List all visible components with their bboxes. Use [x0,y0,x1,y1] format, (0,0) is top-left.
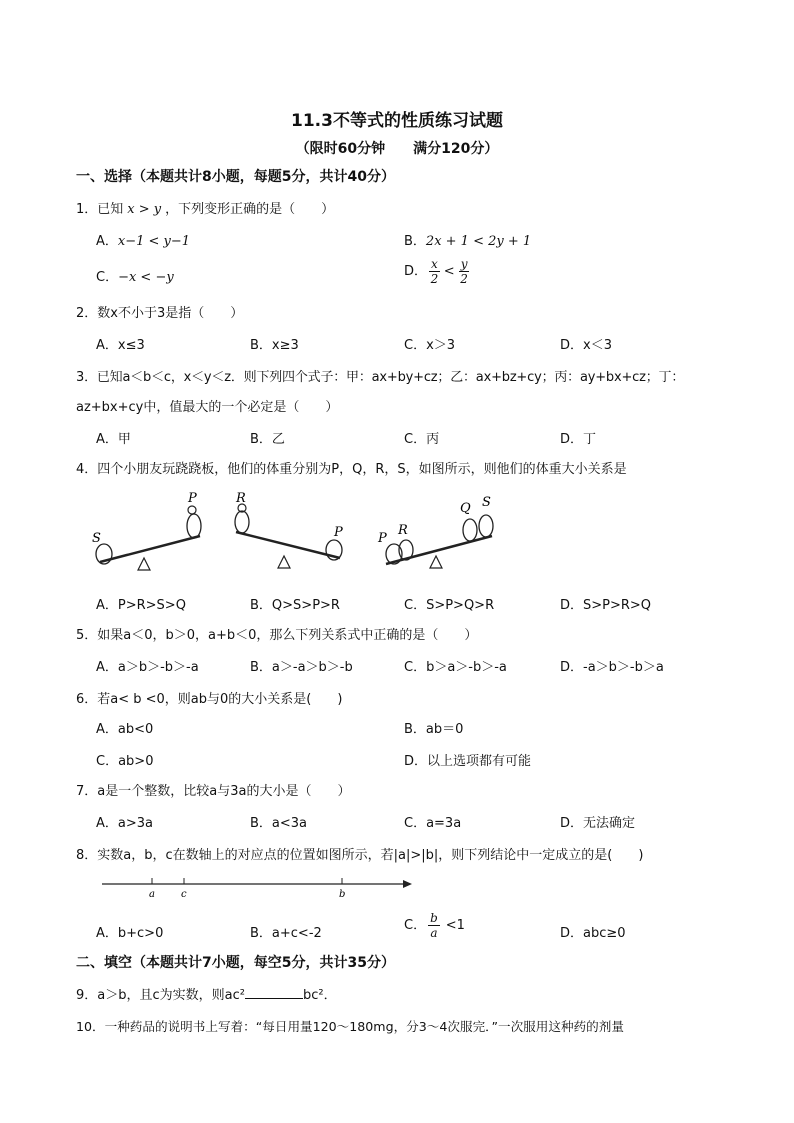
seesaw-figures [84,492,504,582]
number-line [98,872,418,900]
q2-option-d: D．x＜3 [560,338,612,353]
point-label-a: a [149,889,155,900]
point-label-c: c [181,889,187,900]
q2-option-a: A．x≤3 [96,338,145,353]
seesaw3-label-p: P [378,531,387,546]
page-subtitle: （限时60分钟 满分120分） [295,141,499,157]
seesaw-fulcrum [430,556,442,568]
q8-option-d: D．abc≥0 [560,926,626,941]
q1-option-d-frac-left [429,258,440,285]
q7-option-b: B．a<3a [250,816,308,831]
question-3-stem-line2: az+bx+cy中，值最大的一个必定是（ ） [76,400,339,415]
q3-option-b: B．乙 [250,432,285,447]
question-2-stem: 2．数x不小于3是指（ ） [76,306,244,321]
frac-numerator: x [431,257,438,271]
seesaw2-label-right: P [334,525,343,540]
q4-option-d: D．S>P>R>Q [560,598,652,613]
q8-option-c-label: C． [404,918,427,933]
number-line-arrow [403,880,412,888]
child-figure-r [235,511,249,533]
section-heading-fill: 二、填空（本题共计7小题，每空5分，共计35分） [76,955,395,971]
q8-option-b: B．a+c<-2 [250,926,322,941]
q4-option-a: A．P>R>S>Q [96,598,186,613]
seesaw-plank [100,536,200,562]
q1-option-c-expr: −x < −y [118,270,174,285]
q1-option-c-label: C． [96,270,119,285]
q1-option-b-label: B． [404,234,426,249]
q9-stem-head: 9．a＞b，且c为实数，则ac² [76,988,245,1003]
seesaw3-label-s: S [482,495,491,510]
q6-option-c: C．ab>0 [96,754,154,769]
frac-denominator: 2 [460,272,468,286]
child-figure-s3 [479,515,493,537]
q1-option-b [404,230,531,249]
point-label-b: b [339,889,346,900]
q5-option-b: B．a＞-a＞b＞-b [250,660,353,675]
q1-option-a [96,230,190,249]
question-9-stem [76,984,337,1003]
q1-option-d-frac-right [459,258,470,285]
q1-option-d-relation: < [443,264,455,279]
q1-option-a-expr: x−1 < y−1 [117,234,191,249]
q8-option-a: A．b+c>0 [96,926,164,941]
question-7-stem: 7．a是一个整数，比较a与3a的大小是（ ） [76,784,351,799]
seesaw3-label-q: Q [460,501,471,516]
seesaw-plank [236,532,340,558]
section-heading-choice: 一、选择（本题共计8小题，每题5分，共计40分） [76,169,395,185]
question-10-stem: 10．一种药品的说明书上写着：“每日用量120～180mg，分3～4次服完．”一次服用这种药的剂量 [76,1019,624,1034]
seesaw-figure-3 [377,495,493,568]
seesaw-figure-2 [235,492,343,568]
q3-option-d: D．丁 [560,432,597,447]
seesaw-fulcrum [138,558,150,570]
question-5-stem: 5．如果a＜0，b＞0，a+b＜0，那么下列关系式中正确的是（ ） [76,628,478,643]
question-6-stem: 6．若a< b <0，则ab与0的大小关系是( ) [76,692,343,707]
q1-stem-text: 1．已知 [76,202,124,217]
q7-option-c: C．a=3a [404,816,462,831]
q1-option-b-expr: 2x + 1 < 2y + 1 [425,234,532,249]
q4-option-b: B．Q>S>P>R [250,598,340,613]
page-title: 11.3不等式的性质练习试题 [291,111,503,131]
q3-option-a: A．甲 [96,432,131,447]
q2-option-b: B．x≥3 [250,338,299,353]
question-3-stem-line1: 3．已知a＜b＜c，x＜y＜z．则下列四个式子：甲：ax+by+cz；乙：ax+bz+cy；丙：ay+bx+cz；丁： [76,370,685,385]
seesaw1-label-left: S [92,531,101,546]
frac-denominator: 2 [430,272,439,286]
q7-option-d: D．无法确定 [560,816,636,831]
q1-condition: x > y [127,202,162,217]
q9-answer-blank[interactable] [245,986,303,999]
q4-option-c: C．S>P>Q>R [404,598,495,613]
q6-option-a: A．ab<0 [96,722,154,737]
question-8-stem: 8．实数a，b，c在数轴上的对应点的位置如图所示，若|a|>|b|，则下列结论中一定成立的是( ) [76,848,644,863]
q7-option-a: A．a>3a [96,816,153,831]
q1-stem-tail: ，下列变形正确的是（ ） [165,202,335,217]
child-figure-q [463,519,477,541]
q1-option-c [96,266,174,285]
seesaw1-label-right: P [188,492,197,506]
q6-option-d: D．以上选项都有可能 [404,754,532,769]
q5-option-c: C．b＞a＞-b＞-a [404,660,507,675]
question-4-stem: 4．四个小朋友玩跷跷板，他们的体重分别为P，Q，R，S，如图所示，则他们的体重大小关系是 [76,462,627,477]
q2-option-c: C．x＞3 [404,338,456,353]
q5-option-a: A．a＞b＞-b＞-a [96,660,199,675]
q8-option-c-frac [428,912,440,939]
child-figure-p [187,514,201,538]
q1-option-d-label: D． [404,264,428,279]
q5-option-d: D．-a＞b＞-b＞a [560,660,664,675]
seesaw-fulcrum [278,556,290,568]
q1-option-a-label: A． [96,234,118,249]
q9-stem-tail: bc²． [302,988,337,1003]
frac-numerator: y [460,257,468,271]
seesaw3-label-r: R [398,523,408,538]
child-head-p [188,506,196,514]
seesaw2-label-left: R [236,492,246,506]
frac-numerator: b [430,911,438,925]
q3-option-c: C．丙 [404,432,440,447]
frac-denominator: a [430,926,438,940]
seesaw-figure-1 [92,492,201,570]
q8-option-c [404,912,465,939]
q8-option-c-tail: <1 [445,918,465,933]
question-1-stem [76,198,334,217]
q1-option-d [404,258,471,285]
q6-option-b: B．ab＝0 [404,722,464,737]
